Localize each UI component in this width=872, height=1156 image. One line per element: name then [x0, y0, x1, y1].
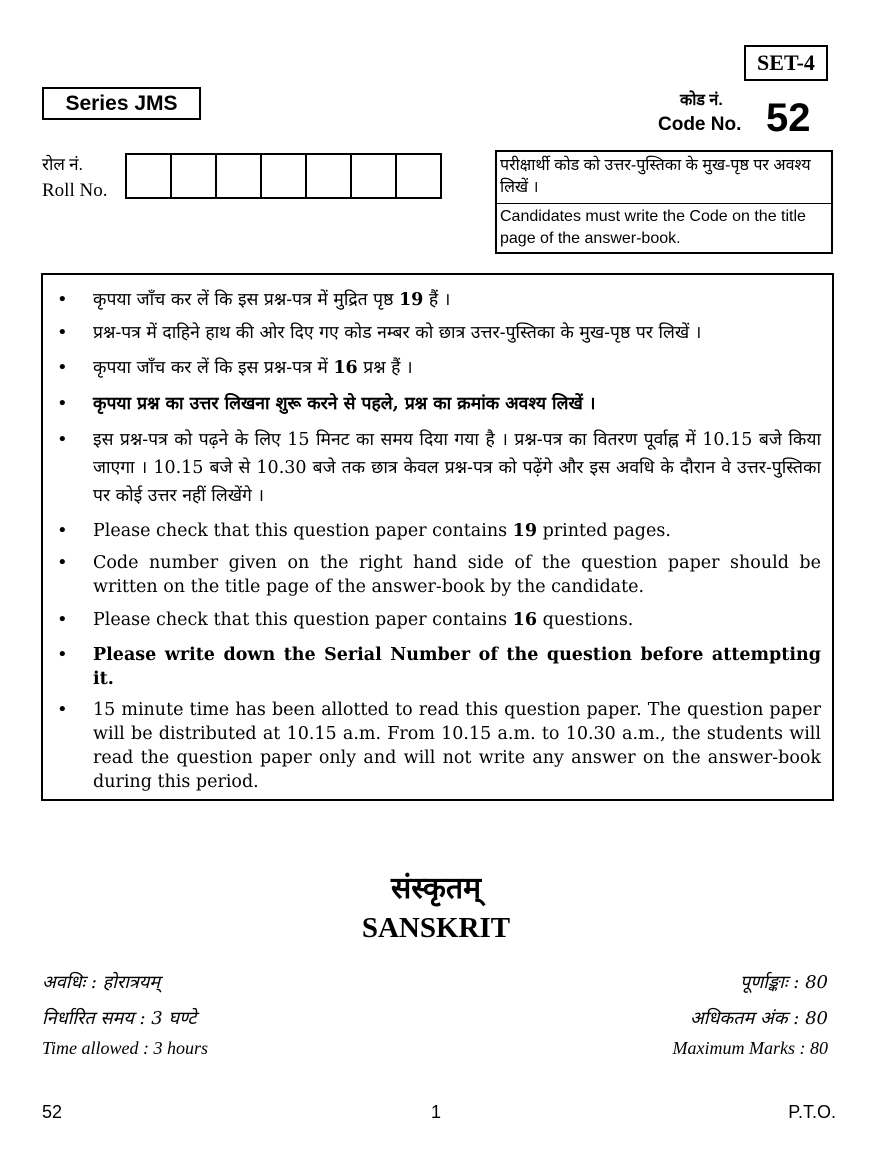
instruction-item: • कृपया जाँच कर लें कि इस प्रश्न-पत्र में 16 प्रश्न हैं ।	[93, 356, 821, 380]
instruction-item: • Please check that this question paper contains 16 questions.	[93, 608, 821, 632]
instructions-box	[41, 273, 834, 801]
code-note-english: Candidates must write the Code on the title page of the answer-book.	[500, 208, 806, 247]
code-label: Code No.	[658, 114, 742, 135]
max-marks-hindi: अधिकतम अंक : 80	[689, 1008, 828, 1029]
set-badge: SET-4	[744, 45, 828, 81]
instruction-item: • Code number given on the right hand side of the question paper should be written on the title page of the answer-book by the candidate.	[93, 551, 821, 599]
footer-code: 52	[42, 1102, 63, 1122]
time-hindi: निर्धारित समय : 3 घण्टे	[42, 1008, 197, 1029]
subject-title-hindi: संस्कृतम्	[390, 871, 482, 906]
instruction-item: • 15 minute time has been allotted to read this question paper. The question paper will be distributed at 10.15 a.m. From 10.15 a.m. to 10.30 a.m., the students will read the question paper only and will not write any answer on the answer-book during this period.	[93, 698, 821, 794]
instruction-item: • इस प्रश्न-पत्र को पढ़ने के लिए 15 मिनट का समय दिया गया है । प्रश्न-पत्र का वितरण पूर्वाह्न में 10.15 बजे किया जाएगा । 10.15 बजे से 10.30 बजे तक छात्र केवल प्रश्न-पत्र को पढ़ेंगे और इस अवधि के दौरान वे उत्तर-पुस्तिका पर कोई उत्तर नहीं लिखेंगे ।	[93, 426, 821, 510]
page-number: 1	[430, 1102, 441, 1122]
code-instruction-box	[495, 150, 833, 254]
roll-label: Roll No.	[42, 180, 108, 201]
instruction-item: • Please check that this question paper contains 19 printed pages.	[93, 519, 821, 543]
roll-digit-box[interactable]	[217, 155, 262, 197]
code-label-hindi: कोड नं.	[680, 92, 723, 109]
roll-number-boxes[interactable]	[125, 153, 442, 199]
series-badge: Series JMS	[42, 87, 201, 120]
instruction-item: • कृपया प्रश्न का उत्तर लिखना शुरू करने से पहले, प्रश्न का क्रमांक अवश्य लिखें ।	[93, 392, 821, 416]
instruction-item: • कृपया जाँच कर लें कि इस प्रश्न-पत्र में मुद्रित पृष्ठ 19 हैं ।	[93, 288, 821, 312]
roll-digit-box[interactable]	[352, 155, 397, 197]
code-note-hindi: परीक्षार्थी कोड को उत्तर-पुस्तिका के मुख-पृष्ठ पर अवश्य लिखें ।	[500, 157, 811, 196]
roll-digit-box[interactable]	[172, 155, 217, 197]
roll-digit-box[interactable]	[307, 155, 352, 197]
pto-label: P.T.O.	[788, 1102, 836, 1122]
code-number: 52	[766, 96, 811, 140]
full-marks-hindi: पूर्णाङ्काः : 80	[739, 972, 828, 993]
roll-digit-box[interactable]	[262, 155, 307, 197]
instruction-item: • प्रश्न-पत्र में दाहिने हाथ की ओर दिए गए कोड नम्बर को छात्र उत्तर-पुस्तिका के मुख-पृष्ठ पर लिखें ।	[93, 321, 821, 345]
roll-digit-box[interactable]	[127, 155, 172, 197]
time-allowed: Time allowed : 3 hours	[42, 1038, 209, 1058]
instruction-item: • Please write down the Serial Number of the question before attempting it.	[93, 643, 821, 691]
subject-title: SANSKRIT	[361, 912, 511, 944]
maximum-marks: Maximum Marks : 80	[672, 1038, 828, 1058]
roll-label-hindi: रोल नं.	[42, 155, 83, 174]
roll-digit-box[interactable]	[397, 155, 442, 197]
divider	[497, 203, 831, 204]
duration-hindi: अवधिः : होरात्रयम्	[42, 972, 161, 993]
